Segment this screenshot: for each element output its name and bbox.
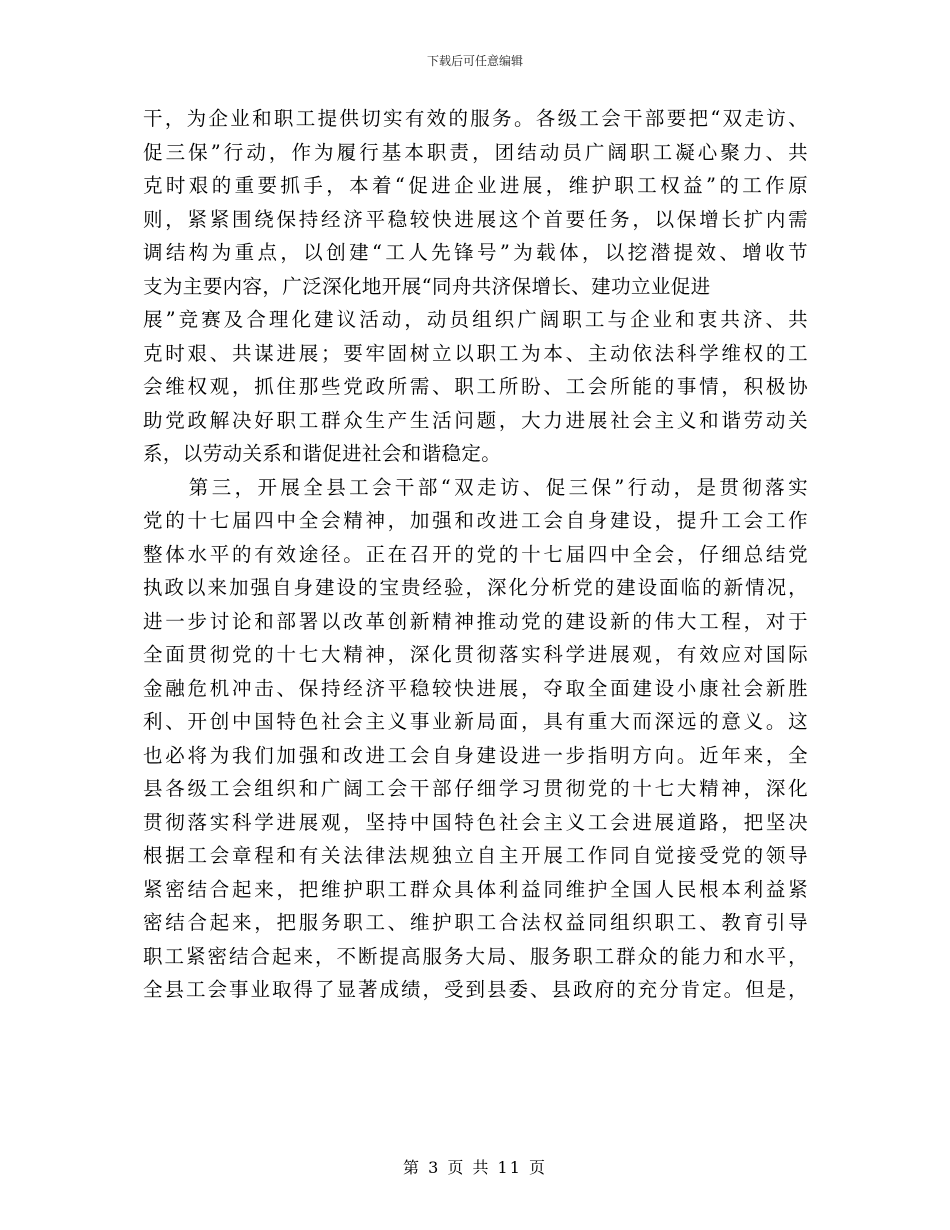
text-line: 根据工会章程和有关法律法规独立自主开展工作同自觉接受党的领导 — [143, 844, 808, 867]
text-line: 克时艰的重要抓手，本着“促进企业进展，维护职工权益”的工作原 — [143, 174, 808, 197]
text-line: 进一步讨论和部署以改革创新精神推动党的建设新的伟大工程，对于 — [143, 609, 808, 633]
text-line: 整体水平的有效途径。正在召开的党的十七届四中全会，仔细总结党 — [143, 542, 808, 566]
text-line: 职工紧密结合起来，不断提高服务大局、服务职工群众的能力和水平， — [143, 944, 808, 968]
text-line: 促三保”行动，作为履行基本职责，团结动员广阔职工凝心聚力、共 — [143, 140, 808, 164]
text-line: 党的十七届四中全会精神，加强和改进工会自身建设，提升工会工作 — [143, 509, 808, 532]
text-line: 第三，开展全县工会干部“双走访、促三保”行动，是贯彻落实 — [143, 475, 808, 499]
text-line: 调结构为重点，以创建“工人先锋号”为载体，以挖潜提效、增收节 — [143, 241, 808, 264]
text-line: 克时艰、共谋进展；要牢固树立以职工为本、主动依法科学维权的工 — [143, 341, 808, 365]
text-line: 干，为企业和职工提供切实有效的服务。各级工会干部要把“双走访、 — [143, 107, 808, 130]
page-footer: 第 3 页 共 11 页 — [403, 1158, 547, 1177]
text-line: 助党政解决好职工群众生产生活问题，大力进展社会主义和谐劳动关 — [143, 408, 808, 432]
page-header: 下载后可任意编辑 — [426, 54, 523, 68]
text-line: 执政以来加强自身建设的宝贵经验，深化分析党的建设面临的新情况， — [143, 576, 808, 599]
text-line: 系，以劳动关系和谐促进社会和谐稳定。 — [143, 442, 502, 465]
text-line: 利、开创中国特色社会主义事业新局面，具有重大而深远的意义。这 — [143, 710, 808, 733]
text-line: 全面贯彻党的十七大精神，深化贯彻落实科学进展观，有效应对国际 — [143, 643, 808, 666]
text-line: 密结合起来，把服务职工、维护职工合法权益同组织职工、教育引导 — [143, 911, 808, 934]
text-line: 则，紧紧围绕保持经济平稳较快进展这个首要任务，以保增长扩内需 — [143, 207, 808, 231]
text-line: 全县工会事业取得了显著成绩，受到县委、县政府的充分肯定。但是， — [143, 978, 808, 1001]
text-line: 也必将为我们加强和改进工会自身建设进一步指明方向。近年来，全 — [143, 743, 808, 767]
text-line: 金融危机冲击、保持经济平稳较快进展，夺取全面建设小康社会新胜 — [143, 676, 808, 700]
text-line: 县各级工会组织和广阔工会干部仔细学习贯彻党的十七大精神，深化 — [143, 777, 808, 800]
text-line: 展”竞赛及合理化建议活动，动员组织广阔职工与企业和衷共济、共 — [143, 308, 808, 331]
text-line: 紧密结合起来，把维护职工群众具体利益同维护全国人民根本利益紧 — [143, 877, 808, 901]
text-line: 支为主要内容，广泛深化地开展“同舟共济保增长、建功立业促进 — [143, 274, 711, 298]
text-line: 贯彻落实科学进展观，坚持中国特色社会主义工会进展道路，把坚决 — [143, 810, 808, 834]
text-line: 会维权观，抓住那些党政所需、职工所盼、工会所能的事情，积极协 — [143, 375, 808, 398]
document-body — [143, 102, 808, 1007]
